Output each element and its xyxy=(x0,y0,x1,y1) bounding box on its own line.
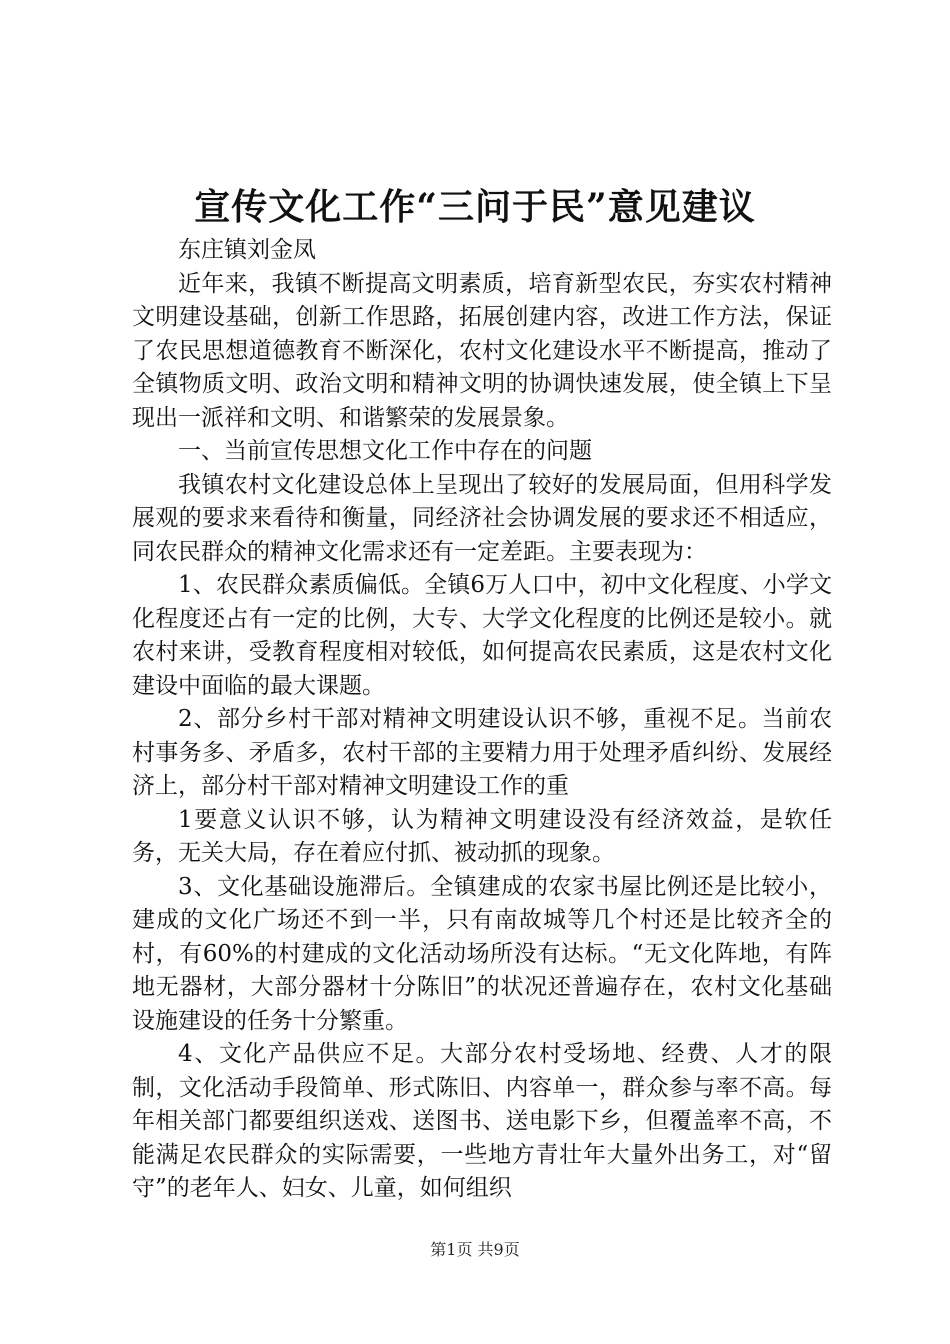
document-body xyxy=(132,234,832,1206)
paragraph-intro: 近年来，我镇不断提高文明素质，培育新型农民，夯实农村精神文明建设基础，创新工作思路，拓展创建内容，改进工作方法，保证了农民思想道德教育不断深化，农村文化建设水平不断提高，推动了全镇物质文明、政治文明和精神文明的协调快速发展，使全镇上下呈现出一派祥和文明、和谐繁荣的发展景象。 xyxy=(132,270,832,431)
paragraph-item-1: 1、农民群众素质偏低。全镇6万人口中，初中文化程度、小学文化程度还占有一定的比例，大专、大学文化程度的比例还是较小。就农村来讲，受教育程度相对较低，如何提高农民素质，这是农村文化建设中面临的最大课题。 xyxy=(132,572,832,699)
paragraph-item-2: 2、部分乡村干部对精神文明建设认识不够，重视不足。当前农村事务多、矛盾多，农村干部的主要精力用于处理矛盾纠纷、发展经济上，部分村干部对精神文明建设工作的重 xyxy=(132,706,832,799)
paragraph-item-2-continued: 1要意义认识不够，认为精神文明建设没有经济效益，是软任务，无关大局，存在着应付抓、被动抓的现象。 xyxy=(132,806,832,866)
document-title: 宣传文化工作“三问于民”意见建议 xyxy=(194,186,756,228)
paragraph-item-3: 3、文化基础设施滞后。全镇建成的农家书屋比例还是比较小，建成的文化广场还不到一半，只有南故城等几个村还是比较齐全的村，有60%的村建成的文化活动场所没有达标。“无文化阵地，有阵地无器材，大部分器材十分陈旧”的状况还普遍存在，农村文化基础设施建设的任务十分繁重。 xyxy=(132,873,832,1034)
paragraph-item-4: 4、文化产品供应不足。大部分农村受场地、经费、人才的限制，文化活动手段简单、形式陈旧、内容单一，群众参与率不高。每年相关部门都要组织送戏、送图书、送电影下乡，但覆盖率不高，不能满足农民群众的实际需要，一些地方青壮年大量外出务工，对“留守”的老年人、妇女、儿童，如何组织 xyxy=(132,1041,832,1201)
page-footer: 第1页 共9页 xyxy=(430,1240,520,1259)
section-heading-problems: 一、当前宣传思想文化工作中存在的问题 xyxy=(178,438,592,464)
paragraph-overview: 我镇农村文化建设总体上呈现出了较好的发展局面，但用科学发展观的要求来看待和衡量，同经济社会协调发展的要求还不相适应，同农民群众的精神文化需求还有一定差距。主要表现为： xyxy=(132,471,832,565)
author-line: 东庄镇刘金凤 xyxy=(178,237,316,263)
